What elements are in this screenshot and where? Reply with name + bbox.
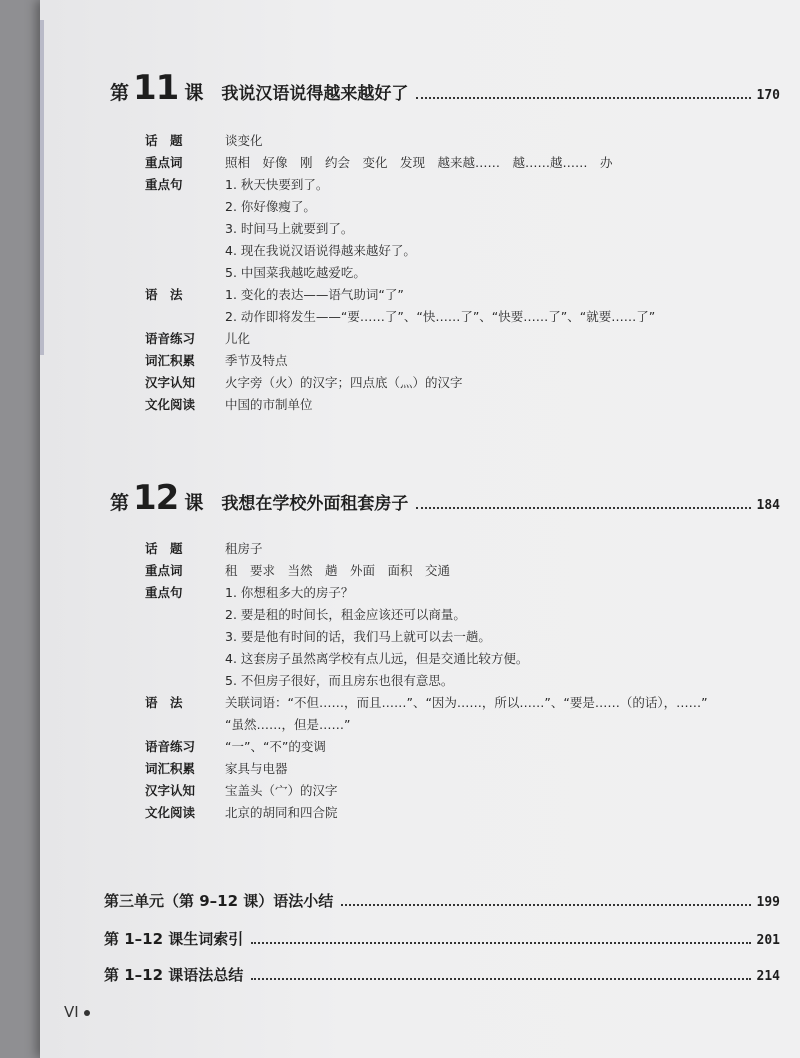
row-label: 重点句 bbox=[145, 585, 183, 600]
toc-detail-row bbox=[145, 714, 708, 736]
toc-entry-title: 第 1–12 课生词索引 bbox=[104, 930, 244, 948]
toc-entry-vocab-index[interactable] bbox=[104, 928, 780, 949]
row-value: 1. 变化的表达——语气助词“了” bbox=[225, 287, 404, 302]
toc-detail-row bbox=[145, 538, 708, 560]
leader-dots bbox=[416, 87, 750, 99]
row-value: “一”、“不”的变调 bbox=[225, 739, 326, 754]
toc-detail-row bbox=[145, 604, 708, 626]
toc-entry-grammar-overview[interactable] bbox=[104, 964, 780, 985]
page-number-text: VI bbox=[64, 1003, 79, 1021]
row-label: 重点词 bbox=[145, 155, 183, 170]
toc-detail-row bbox=[145, 372, 655, 394]
row-value: 4. 现在我说汉语说得越来越好了。 bbox=[225, 243, 416, 258]
row-label: 语音练习 bbox=[145, 739, 196, 754]
toc-detail-row bbox=[145, 802, 708, 824]
toc-detail-row bbox=[145, 328, 655, 350]
row-label: 话 题 bbox=[145, 541, 183, 556]
toc-detail-row bbox=[145, 284, 655, 306]
lesson-page-number: 170 bbox=[756, 88, 780, 103]
row-value: 3. 要是他有时间的话，我们马上就可以去一趟。 bbox=[225, 629, 491, 644]
lesson-11-heading[interactable] bbox=[110, 68, 780, 118]
leader-dots bbox=[416, 497, 750, 509]
toc-detail-row bbox=[145, 582, 708, 604]
toc-detail-row bbox=[145, 240, 655, 262]
toc-detail-row bbox=[145, 692, 708, 714]
row-value: 5. 中国菜我越吃越爱吃。 bbox=[225, 265, 366, 280]
row-value: 照相 好像 刚 约会 变化 发现 越来越…… 越……越…… 办 bbox=[225, 155, 613, 170]
bullet-dot-icon bbox=[84, 1010, 90, 1016]
row-value: 关联词语：“不但……，而且……”、“因为……，所以……”、“要是……（的话），……” bbox=[225, 695, 708, 710]
toc-detail-row bbox=[145, 560, 708, 582]
toc-entry-title: 第 1–12 课语法总结 bbox=[104, 966, 244, 984]
row-label: 语音练习 bbox=[145, 331, 196, 346]
lesson-number: 12 bbox=[133, 478, 179, 518]
row-label: 语 法 bbox=[145, 695, 183, 710]
lesson-prefix: 第 bbox=[110, 82, 130, 104]
lesson-12-contents bbox=[145, 538, 708, 824]
row-label: 词汇积累 bbox=[145, 761, 196, 776]
row-value: 1. 你想租多大的房子？ bbox=[225, 585, 354, 600]
toc-detail-row bbox=[145, 626, 708, 648]
row-value: 家具与电器 bbox=[225, 761, 288, 776]
row-label: 汉字认知 bbox=[145, 783, 196, 798]
row-label: 话 题 bbox=[145, 133, 183, 148]
toc-detail-row bbox=[145, 350, 655, 372]
lesson-number: 11 bbox=[133, 68, 179, 108]
toc-entry-grammar-summary[interactable] bbox=[104, 890, 780, 911]
toc-detail-row bbox=[145, 130, 655, 152]
lesson-prefix: 第 bbox=[110, 492, 130, 514]
lesson-12-heading[interactable] bbox=[110, 478, 780, 528]
toc-detail-row bbox=[145, 218, 655, 240]
toc-entry-page: 199 bbox=[756, 895, 780, 910]
row-label: 重点词 bbox=[145, 563, 183, 578]
row-value: 2. 要是租的时间长，租金应该还可以商量。 bbox=[225, 607, 466, 622]
row-label: 文化阅读 bbox=[145, 397, 196, 412]
row-label: 词汇积累 bbox=[145, 353, 196, 368]
lesson-title: 我想在学校外面租套房子 bbox=[221, 494, 409, 514]
toc-entry-page: 214 bbox=[756, 969, 780, 984]
book-page bbox=[40, 0, 800, 1058]
toc-detail-row bbox=[145, 736, 708, 758]
row-value: 3. 时间马上就要到了。 bbox=[225, 221, 354, 236]
row-value: 4. 这套房子虽然离学校有点儿远，但是交通比较方便。 bbox=[225, 651, 529, 666]
toc-detail-row bbox=[145, 196, 655, 218]
leader-dots bbox=[341, 896, 750, 906]
row-value: “虽然……，但是……” bbox=[225, 717, 351, 732]
page-number bbox=[64, 1003, 90, 1021]
row-value: 中国的市制单位 bbox=[225, 397, 313, 412]
leader-dots bbox=[251, 934, 750, 944]
row-value: 宝盖头（宀）的汉字 bbox=[225, 783, 338, 798]
lesson-page-number: 184 bbox=[756, 498, 780, 513]
row-value: 季节及特点 bbox=[225, 353, 288, 368]
row-value: 火字旁（火）的汉字；四点底（灬）的汉字 bbox=[225, 375, 463, 390]
lesson-title: 我说汉语说得越来越好了 bbox=[221, 84, 409, 104]
row-label: 汉字认知 bbox=[145, 375, 196, 390]
row-value: 租 要求 当然 趟 外面 面积 交通 bbox=[225, 563, 451, 578]
leader-dots bbox=[251, 970, 750, 980]
lesson-suffix: 课 bbox=[184, 492, 204, 514]
row-value: 5. 不但房子很好，而且房东也很有意思。 bbox=[225, 673, 454, 688]
row-value: 北京的胡同和四合院 bbox=[225, 805, 338, 820]
row-label: 重点句 bbox=[145, 177, 183, 192]
row-value: 谈变化 bbox=[225, 133, 263, 148]
page-accent-bar bbox=[40, 20, 44, 355]
toc-detail-row bbox=[145, 670, 708, 692]
row-value: 2. 你好像瘦了。 bbox=[225, 199, 316, 214]
row-value: 2. 动作即将发生——“要……了”、“快……了”、“快要……了”、“就要……了” bbox=[225, 309, 656, 324]
toc-detail-row bbox=[145, 174, 655, 196]
lesson-suffix: 课 bbox=[184, 82, 204, 104]
toc-detail-row bbox=[145, 780, 708, 802]
row-label: 文化阅读 bbox=[145, 805, 196, 820]
row-value: 1. 秋天快要到了。 bbox=[225, 177, 329, 192]
lesson-11-contents bbox=[145, 130, 655, 416]
toc-detail-row bbox=[145, 394, 655, 416]
toc-detail-row bbox=[145, 306, 655, 328]
row-label: 语 法 bbox=[145, 287, 183, 302]
toc-detail-row bbox=[145, 758, 708, 780]
toc-entry-page: 201 bbox=[756, 933, 780, 948]
row-value: 租房子 bbox=[225, 541, 263, 556]
toc-detail-row bbox=[145, 648, 708, 670]
toc-detail-row bbox=[145, 152, 655, 174]
toc-entry-title: 第三单元（第 9–12 课）语法小结 bbox=[104, 892, 334, 910]
row-value: 儿化 bbox=[225, 331, 251, 346]
toc-detail-row bbox=[145, 262, 655, 284]
